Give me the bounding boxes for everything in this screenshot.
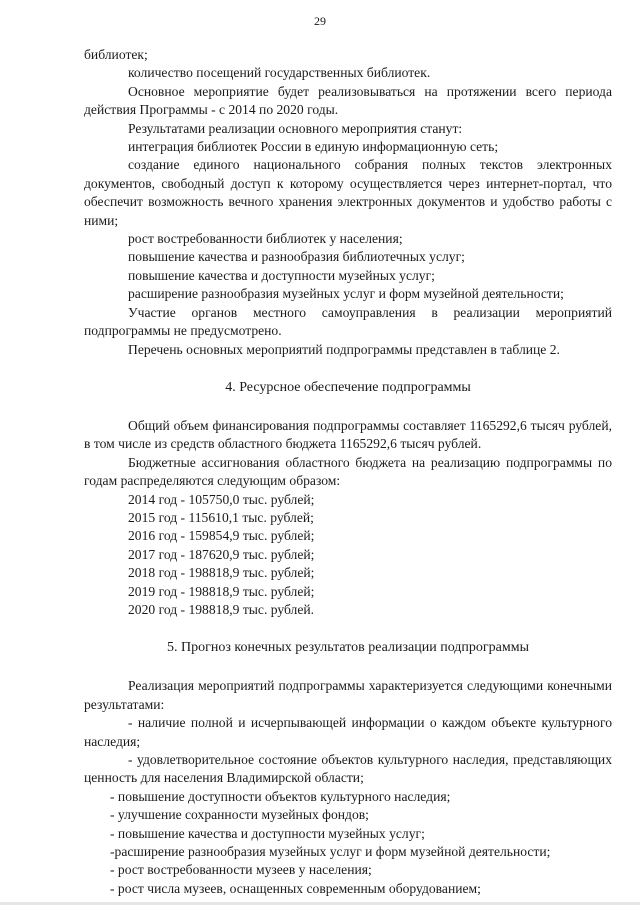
section-4-heading: 4. Ресурсное обеспечение подпрограммы: [225, 379, 471, 395]
funding-year-2015: 2015 год - 115610,1 тыс. рублей;: [128, 509, 314, 525]
funding-year-2014: 2014 год - 105750,0 тыс. рублей;: [128, 491, 315, 507]
paragraph-final-results-intro: Реализация мероприятий подпрограммы характеризуется следующими конечными результатами:: [84, 678, 612, 712]
funding-by-year-list: [84, 491, 612, 620]
result-item-museum-equipment: - рост числа музеев, оснащенных современным оборудованием;: [110, 880, 481, 896]
result-item-museum-funds: - улучшение сохранности музейных фондов;: [110, 807, 369, 823]
paragraph-budget-allocation: Бюджетные ассигнования областного бюджета на реализацию подпрограммы по годам распределяются следующим образом:: [84, 454, 612, 489]
result-item-heritage-access: - повышение доступности объектов культурного наследия;: [110, 788, 451, 804]
result-item-museum-diversity: -расширение разнообразия музейных услуг и форм музейной деятельности;: [110, 844, 551, 860]
paragraph-results-intro: Результатами реализации основного мероприятия станут:: [128, 120, 463, 136]
result-national-collection: создание единого национального собрания полных текстов электронных документов, свободный доступ к которому осуществляется через интернет-портал, что обеспечит возможность вечного хранения электронных документов и удобство работы с ними;: [84, 157, 612, 228]
funding-year-2019: 2019 год - 198818,9 тыс. рублей;: [128, 583, 315, 599]
funding-year-2016: 2016 год - 159854,9 тыс. рублей;: [128, 528, 315, 544]
funding-year-2020: 2020 год - 198818,9 тыс. рублей.: [128, 601, 315, 617]
section-5-heading: 5. Прогноз конечных результатов реализации подпрограммы: [167, 640, 529, 656]
page-number: 29: [314, 14, 326, 28]
paragraph-duration: Основное мероприятие будет реализовываться на протяжении всего периода действия Программы - с 2014 по 2020 годы.: [84, 83, 612, 118]
result-item-heritage-condition: - удовлетворительное состояние объектов культурного наследия, представляющих ценность для населения Владимирской области;: [84, 752, 612, 786]
paragraph-local-government: Участие органов местного самоуправления в реализации мероприятий подпрограммы не предусмотрено.: [84, 304, 612, 339]
result-integration: интеграция библиотек России в единую информационную сеть;: [128, 139, 499, 155]
result-museum-diversity: расширение разнообразия музейных услуг и форм музейной деятельности;: [128, 286, 564, 302]
indicator-visits: количество посещений государственных библиотек.: [128, 65, 431, 81]
result-item-museum-quality: - повышение качества и доступности музейных услуг;: [110, 825, 425, 841]
result-item-museum-demand: - рост востребованности музеев у населения;: [110, 862, 372, 878]
funding-year-2017: 2017 год - 187620,9 тыс. рублей;: [128, 546, 315, 562]
paragraph-table-reference: Перечень основных мероприятий подпрограммы представлен в таблице 2.: [128, 341, 560, 357]
text-line-libraries: библиотек;: [84, 47, 148, 62]
final-results-list: [84, 714, 612, 898]
result-museum-services: повышение качества и доступности музейных услуг;: [128, 267, 435, 283]
funding-year-2018: 2018 год - 198818,9 тыс. рублей;: [128, 565, 315, 581]
result-library-demand: рост востребованности библиотек у населения;: [128, 231, 403, 247]
paragraph-total-funding: Общий объем финансирования подпрограммы составляет 1165292,6 тысяч рублей, в том числе из средств областного бюджета 1165292,6 тысяч рублей.: [84, 417, 612, 452]
result-item-heritage-info: - наличие полной и исчерпывающей информации о каждом объекте культурного наследия;: [84, 715, 612, 749]
result-library-services: повышение качества и разнообразия библиотечных услуг;: [128, 249, 465, 265]
page-body: [84, 46, 612, 898]
